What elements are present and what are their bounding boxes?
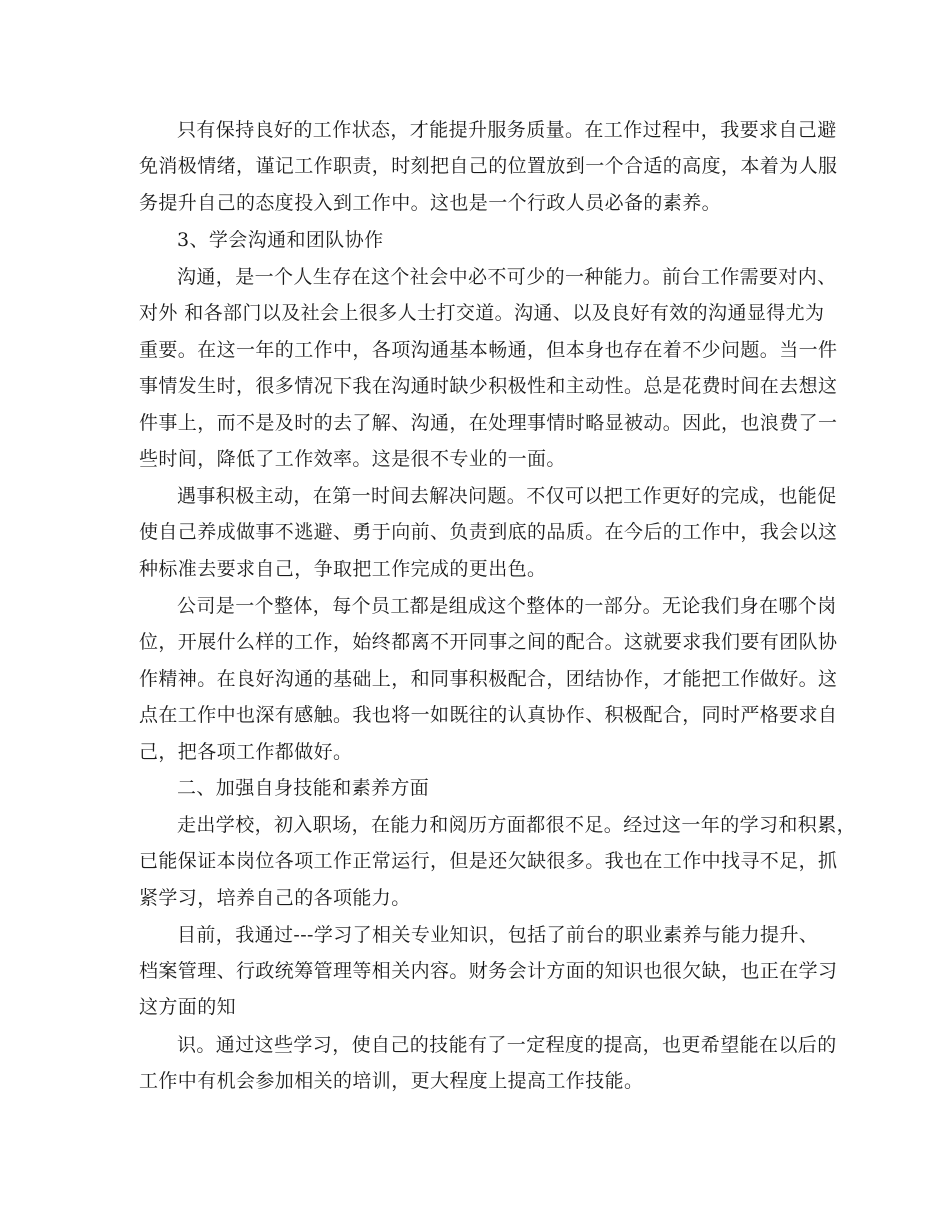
text-line: 种标准去要求自己，争取把工作完成的更出色。 xyxy=(139,558,547,580)
text-line: 对外 和各部门以及社会上很多人士打交道。沟通、以及良好有效的沟通显得尤为 xyxy=(139,302,825,324)
section-heading: 3、学会沟通和团队协作 xyxy=(177,229,384,251)
text-line: 这方面的知 xyxy=(139,996,237,1018)
text-line: 件事上，而不是及时的去了解、沟通，在处理事情时略显被动。因此，也浪费了一 xyxy=(139,412,838,434)
text-line: 走出学校，初入职场，在能力和阅历方面都很不足。经过这一年的学习和积累， xyxy=(177,814,857,836)
text-line: 作精神。在良好沟通的基础上，和同事积极配合，团结协作，才能把工作做好。这 xyxy=(139,668,838,690)
text-line: 事情发生时，很多情况下我在沟通时缺少积极性和主动性。总是花费时间在去想这 xyxy=(139,375,838,397)
text-line: 遇事积极主动，在第一时间去解决问题。不仅可以把工作更好的完成，也能促 xyxy=(177,485,837,507)
text-line: 位，开展什么样的工作，始终都离不开同事之间的配合。这就要求我们要有团队协 xyxy=(139,631,838,653)
text-line: 只有保持良好的工作状态，才能提升服务质量。在工作过程中，我要求自己避 xyxy=(177,119,837,141)
text-line: 务提升自己的态度投入到工作中。这也是一个行政人员必备的素养。 xyxy=(139,192,722,214)
text-line: 些时间，降低了工作效率。这是很不专业的一面。 xyxy=(139,448,566,470)
text-line: 重要。在这一年的工作中，各项沟通基本畅通，但本身也存在着不少问题。当一件 xyxy=(139,339,838,361)
text-line: 工作中有机会参加相关的培训，更大程度上提高工作技能。 xyxy=(139,1070,644,1092)
text-line: 己，把各项工作都做好。 xyxy=(139,741,353,763)
text-line: 沟通，是一个人生存在这个社会中必不可少的一种能力。前台工作需要对内、 xyxy=(177,266,837,288)
text-line: 目前，我通过---学习了相关专业知识，包括了前台的职业素养与能力提升、 xyxy=(177,924,819,946)
text-line: 档案管理、行政统筹管理等相关内容。财务会计方面的知识也很欠缺，也正在学习 xyxy=(139,960,838,982)
text-line: 公司是一个整体，每个员工都是组成这个整体的一部分。无论我们身在哪个岗 xyxy=(177,595,837,617)
text-line: 识。通过这些学习，使自己的技能有了一定程度的提高，也更希望能在以后的 xyxy=(177,1034,837,1056)
text-line: 已能保证本岗位各项工作正常运行，但是还欠缺很多。我也在工作中找寻不足，抓 xyxy=(139,850,838,872)
text-line: 点在工作中也深有感触。我也将一如既往的认真协作、积极配合，同时严格要求自 xyxy=(139,704,838,726)
text-line: 紧学习，培养自己的各项能力。 xyxy=(139,887,411,909)
text-line: 使自己养成做事不逃避、勇于向前、负责到底的品质。在今后的工作中，我会以这 xyxy=(139,521,838,543)
section-heading: 二、加强自身技能和素养方面 xyxy=(177,777,430,799)
text-line: 免消极情绪，谨记工作职责，时刻把自己的位置放到一个合适的高度，本着为人服 xyxy=(139,155,838,177)
